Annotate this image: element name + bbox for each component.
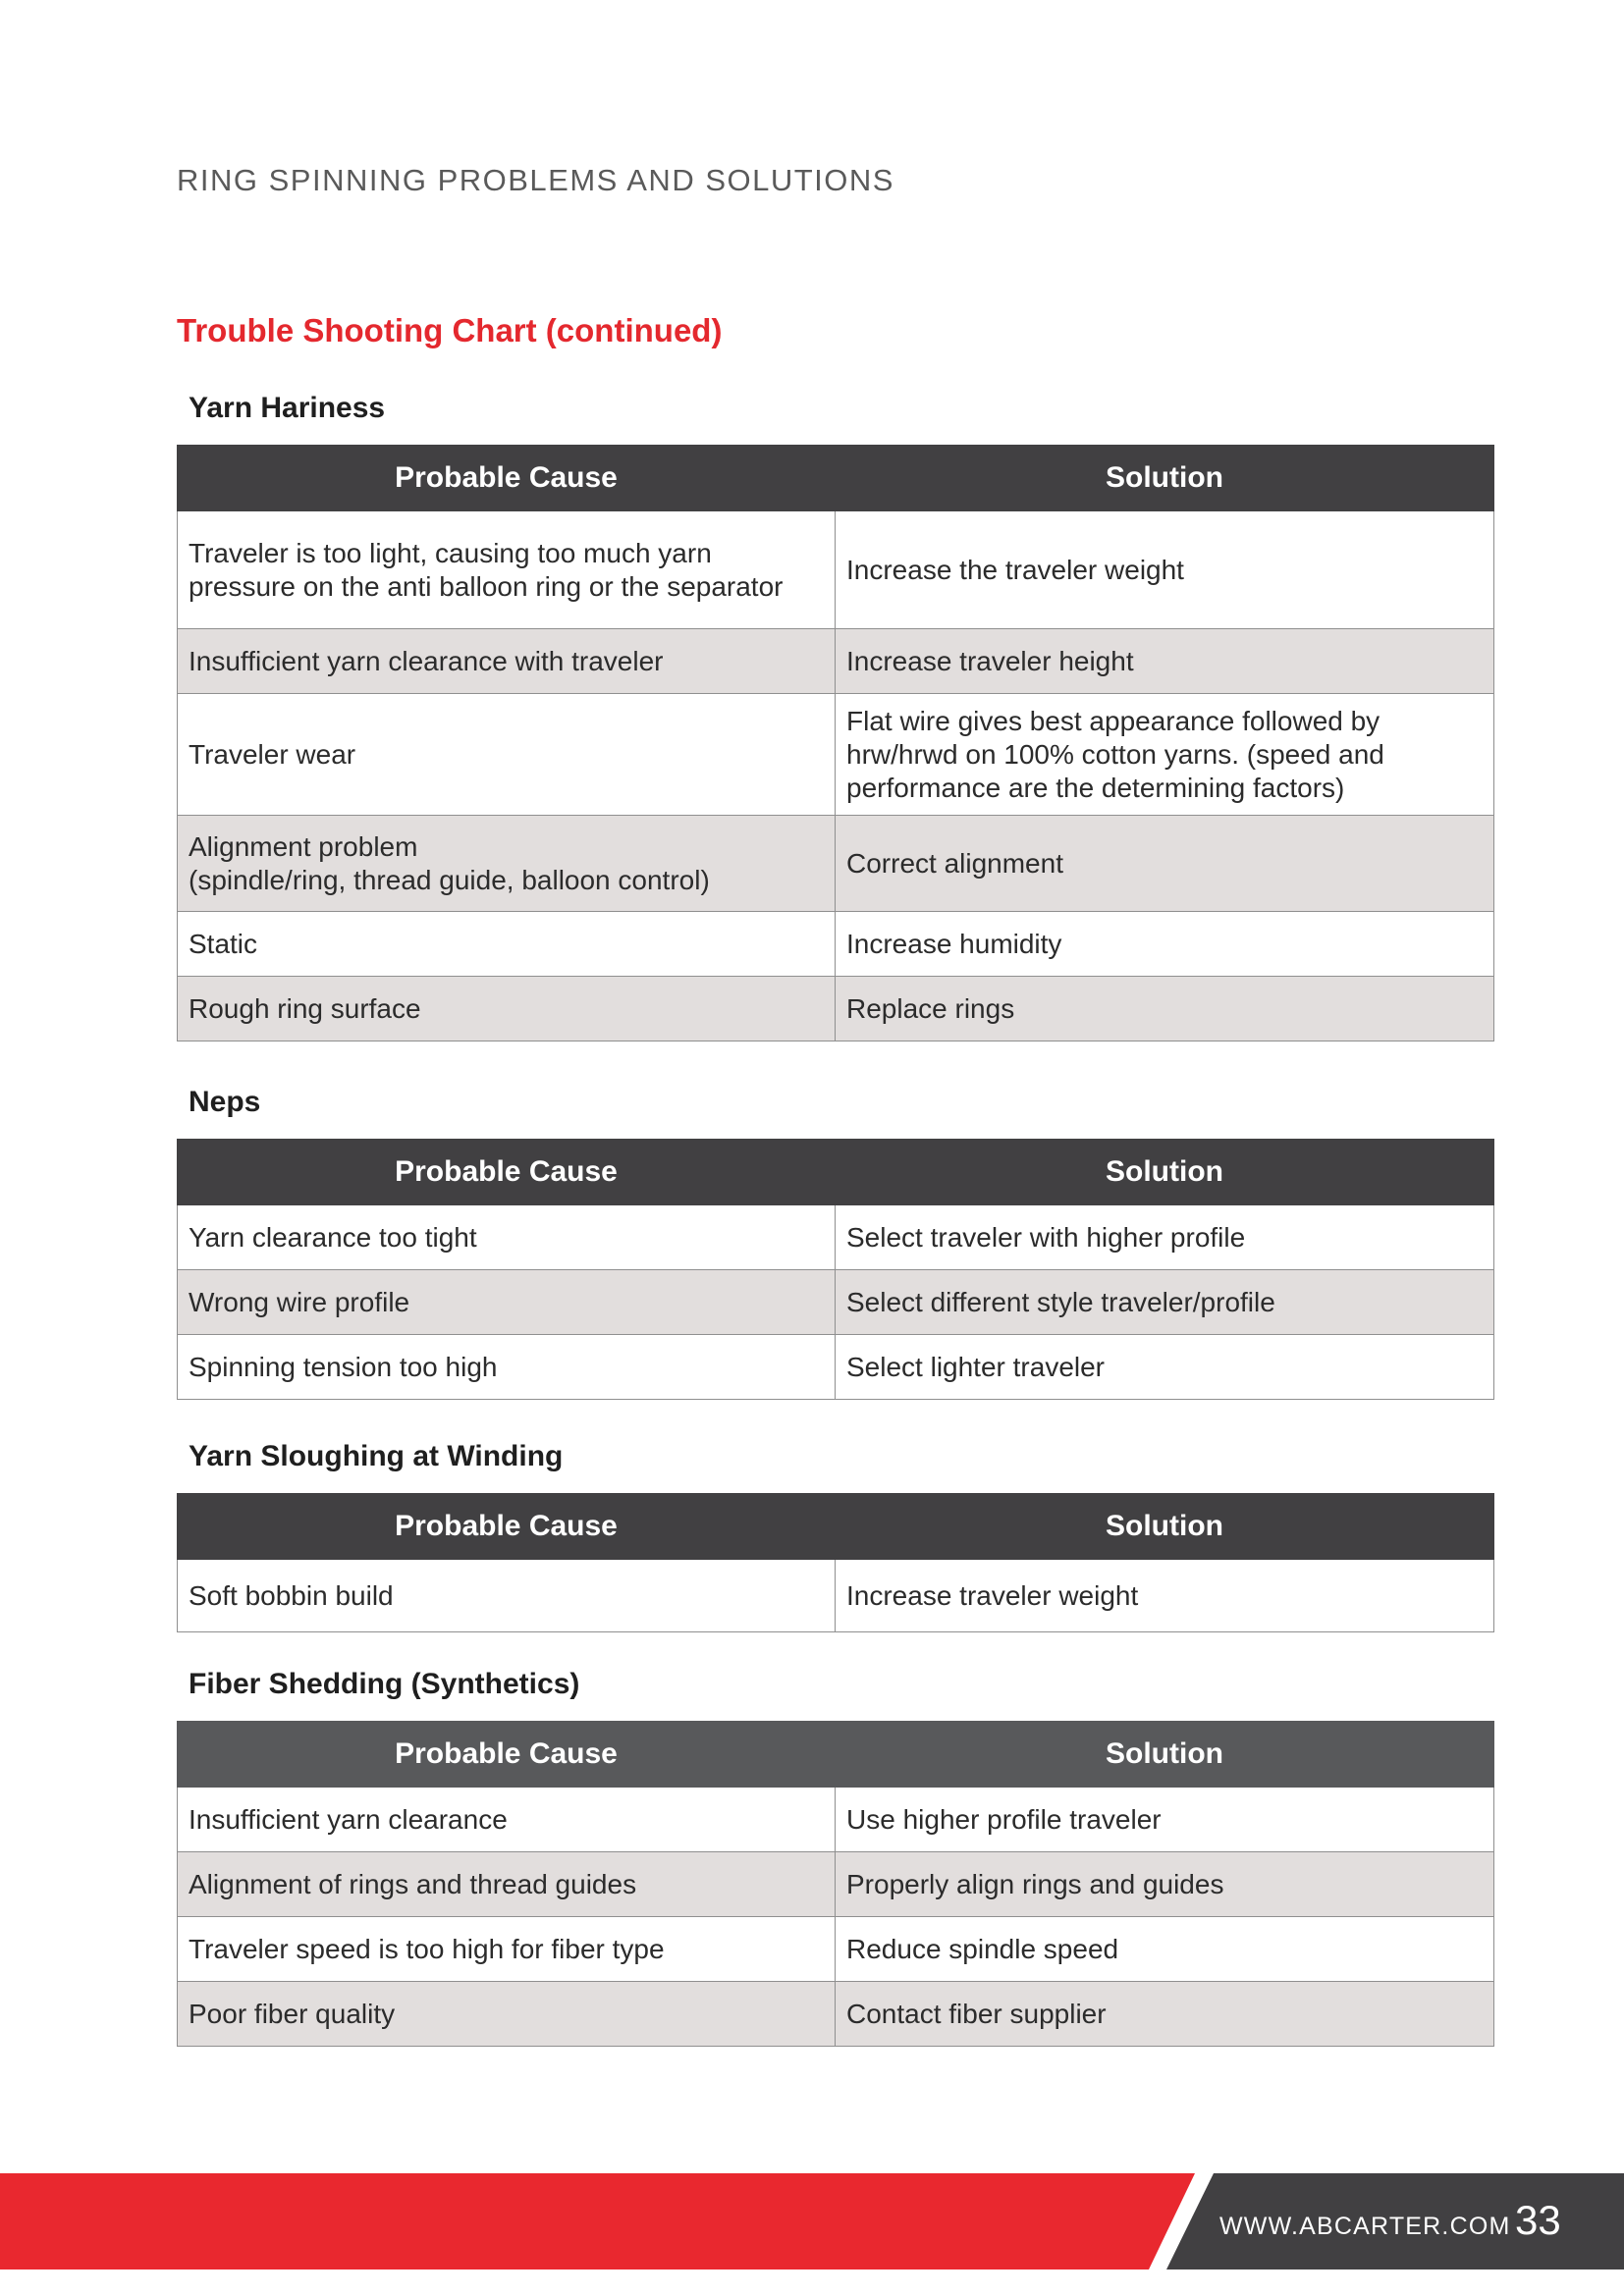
cause-cell: Alignment problem (spindle/ring, thread guide, balloon control) xyxy=(178,816,836,912)
cause-cell: Static xyxy=(178,912,836,977)
cause-cell: Wrong wire profile xyxy=(178,1270,836,1335)
solution-cell: Contact fiber supplier xyxy=(836,1982,1494,2047)
cause-cell: Yarn clearance too tight xyxy=(178,1205,836,1270)
cause-cell: Rough ring surface xyxy=(178,977,836,1041)
section-fiber-shedding xyxy=(177,1670,1493,2047)
solution-cell: Use higher profile traveler xyxy=(836,1788,1494,1852)
column-header-solution: Solution xyxy=(836,1140,1494,1205)
table-row xyxy=(178,1917,1494,1982)
section-yarn-hariness xyxy=(177,394,1493,1041)
table-row xyxy=(178,912,1494,977)
column-header-cause: Probable Cause xyxy=(178,1722,836,1788)
table-header-row xyxy=(178,446,1494,511)
table-header-row xyxy=(178,1494,1494,1560)
footer-url: WWW.ABCARTER.COM xyxy=(1219,2213,1511,2240)
solution-cell: Reduce spindle speed xyxy=(836,1917,1494,1982)
column-header-solution: Solution xyxy=(836,1722,1494,1788)
table-row xyxy=(178,977,1494,1041)
table-row xyxy=(178,1788,1494,1852)
table-row xyxy=(178,511,1494,629)
trouble-table xyxy=(177,1721,1494,2047)
solution-cell: Properly align rings and guides xyxy=(836,1852,1494,1917)
column-header-solution: Solution xyxy=(836,1494,1494,1560)
column-header-cause: Probable Cause xyxy=(178,1140,836,1205)
trouble-table xyxy=(177,1493,1494,1632)
table-header-row xyxy=(178,1140,1494,1205)
section-title: Fiber Shedding (Synthetics) xyxy=(189,1668,580,1700)
solution-cell: Select lighter traveler xyxy=(836,1335,1494,1400)
page-header: RING SPINNING PROBLEMS AND SOLUTIONS xyxy=(177,163,894,197)
table-row xyxy=(178,816,1494,912)
trouble-table xyxy=(177,1139,1494,1400)
solution-cell: Correct alignment xyxy=(836,816,1494,912)
cause-cell: Alignment of rings and thread guides xyxy=(178,1852,836,1917)
cause-cell: Spinning tension too high xyxy=(178,1335,836,1400)
solution-cell: Select traveler with higher profile xyxy=(836,1205,1494,1270)
cause-cell: Poor fiber quality xyxy=(178,1982,836,2047)
cause-cell: Insufficient yarn clearance with traveler xyxy=(178,629,836,694)
cause-cell: Soft bobbin build xyxy=(178,1560,836,1632)
table-row xyxy=(178,1205,1494,1270)
page-number: 33 xyxy=(1515,2197,1561,2243)
solution-cell: Select different style traveler/profile xyxy=(836,1270,1494,1335)
section-title: Neps xyxy=(189,1086,261,1118)
cause-cell: Insufficient yarn clearance xyxy=(178,1788,836,1852)
cause-cell: Traveler wear xyxy=(178,694,836,816)
table-row xyxy=(178,1982,1494,2047)
cause-cell: Traveler is too light, causing too much yarn pressure on the anti balloon ring or the separator xyxy=(178,511,836,629)
column-header-cause: Probable Cause xyxy=(178,446,836,511)
section-yarn-sloughing xyxy=(177,1442,1493,1632)
table-row xyxy=(178,694,1494,816)
section-title: Yarn Sloughing at Winding xyxy=(189,1440,564,1472)
solution-cell: Increase traveler weight xyxy=(836,1560,1494,1632)
column-header-solution: Solution xyxy=(836,446,1494,511)
section-neps xyxy=(177,1088,1493,1400)
table-row xyxy=(178,629,1494,694)
table-header-row xyxy=(178,1722,1494,1788)
trouble-table xyxy=(177,445,1494,1041)
chart-title: Trouble Shooting Chart (continued) xyxy=(177,312,723,348)
section-title: Yarn Hariness xyxy=(189,392,386,424)
solution-cell: Flat wire gives best appearance followed by hrw/hrwd on 100% cotton yarns. (speed and performance are the determining factors) xyxy=(836,694,1494,816)
table-row xyxy=(178,1852,1494,1917)
solution-cell: Increase the traveler weight xyxy=(836,511,1494,629)
solution-cell: Increase humidity xyxy=(836,912,1494,977)
cause-cell: Traveler speed is too high for fiber type xyxy=(178,1917,836,1982)
table-row xyxy=(178,1270,1494,1335)
footer-red-band xyxy=(0,2173,1208,2269)
table-row xyxy=(178,1335,1494,1400)
solution-cell: Replace rings xyxy=(836,977,1494,1041)
solution-cell: Increase traveler height xyxy=(836,629,1494,694)
column-header-cause: Probable Cause xyxy=(178,1494,836,1560)
table-row xyxy=(178,1560,1494,1632)
